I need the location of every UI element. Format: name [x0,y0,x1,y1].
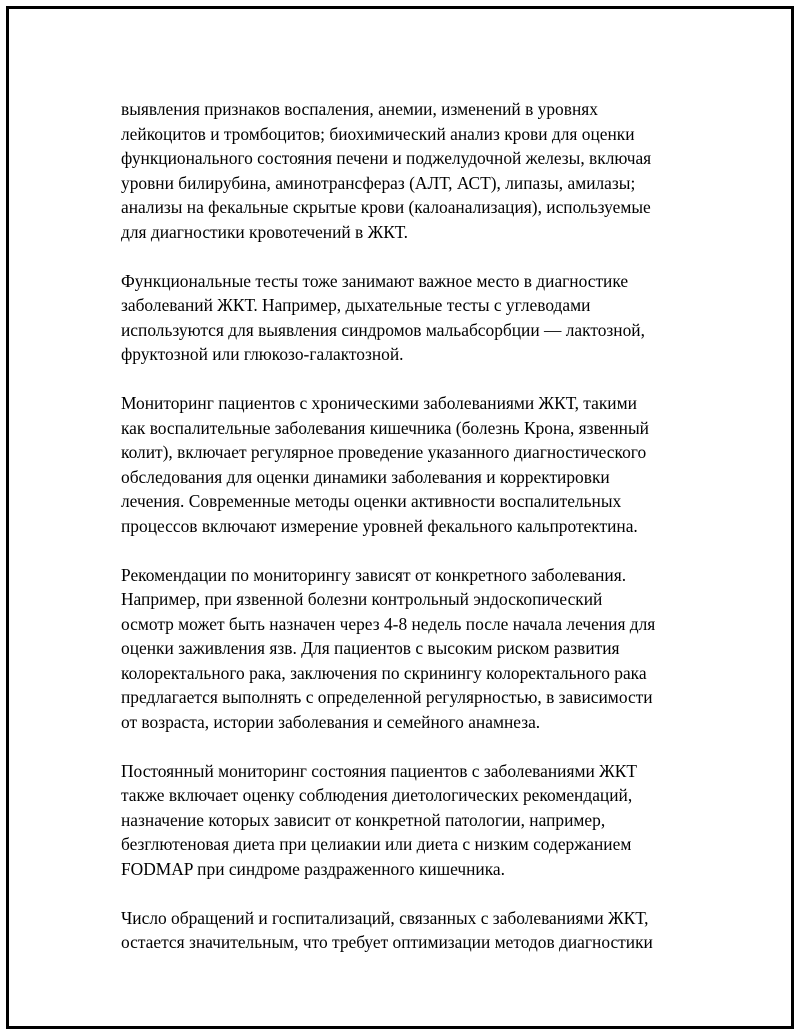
paragraph-functional-tests: Функциональные тесты тоже занимают важное место в диагностике заболеваний ЖКТ. Например, дыхательные тесты с углеводами используются для выявления синдромов мальабсорбции — лактозной, фруктозной или глюкозо-галактозной. [121,270,645,364]
page-body [121,97,701,979]
paragraph-hospitalizations: Число обращений и госпитализаций, связанных с заболеваниями ЖКТ, остается значительным, что требует оптимизации методов диагностики [121,907,653,952]
page-frame [6,6,794,1029]
paragraph-monitoring-recommendations: Рекомендации по мониторингу зависят от конкретного заболевания. Например, при язвенной болезни контрольный эндоскопический осмотр может быть назначен через 4-8 недель после начала лечения для оценки заживления язв. Для пациентов с высоким риском развития колоректального рака, заключения по скринингу колоректального рака предлагается выполнять с определенной регулярностью, в зависимости от возраста, истории заболевания и семейного анамнеза. [121,564,656,732]
paragraph-diet-monitoring: Постоянный мониторинг состояния пациентов с заболеваниями ЖКТ также включает оценку соблюдения диетологических рекомендаций, назначение которых зависит от конкретной патологии, например, безглютеновая диета при целиакии или диета с низким содержанием FODMAP при синдроме раздраженного кишечника. [121,760,637,879]
paragraph-lab-tests: выявления признаков воспаления, анемии, изменений в уровнях лейкоцитов и тромбоцитов; биохимический анализ крови для оценки функционального состояния печени и поджелудочной железы, включая уровни билирубина, аминотрансфераз (АЛТ, АСТ), липазы, амилазы; анализы на фекальные скрытые крови (калоанализация), используемые для диагностики кровотечений в ЖКТ. [121,99,652,242]
paragraph-chronic-monitoring: Мониторинг пациентов с хроническими заболеваниями ЖКТ, такими как воспалительные заболевания кишечника (болезнь Крона, язвенный колит), включает регулярное проведение указанного диагностического обследования для оценки динамики заболевания и корректировки лечения. Современные методы оценки активности воспалительных процессов включают измерение уровней фекального кальпротектина. [121,393,649,536]
